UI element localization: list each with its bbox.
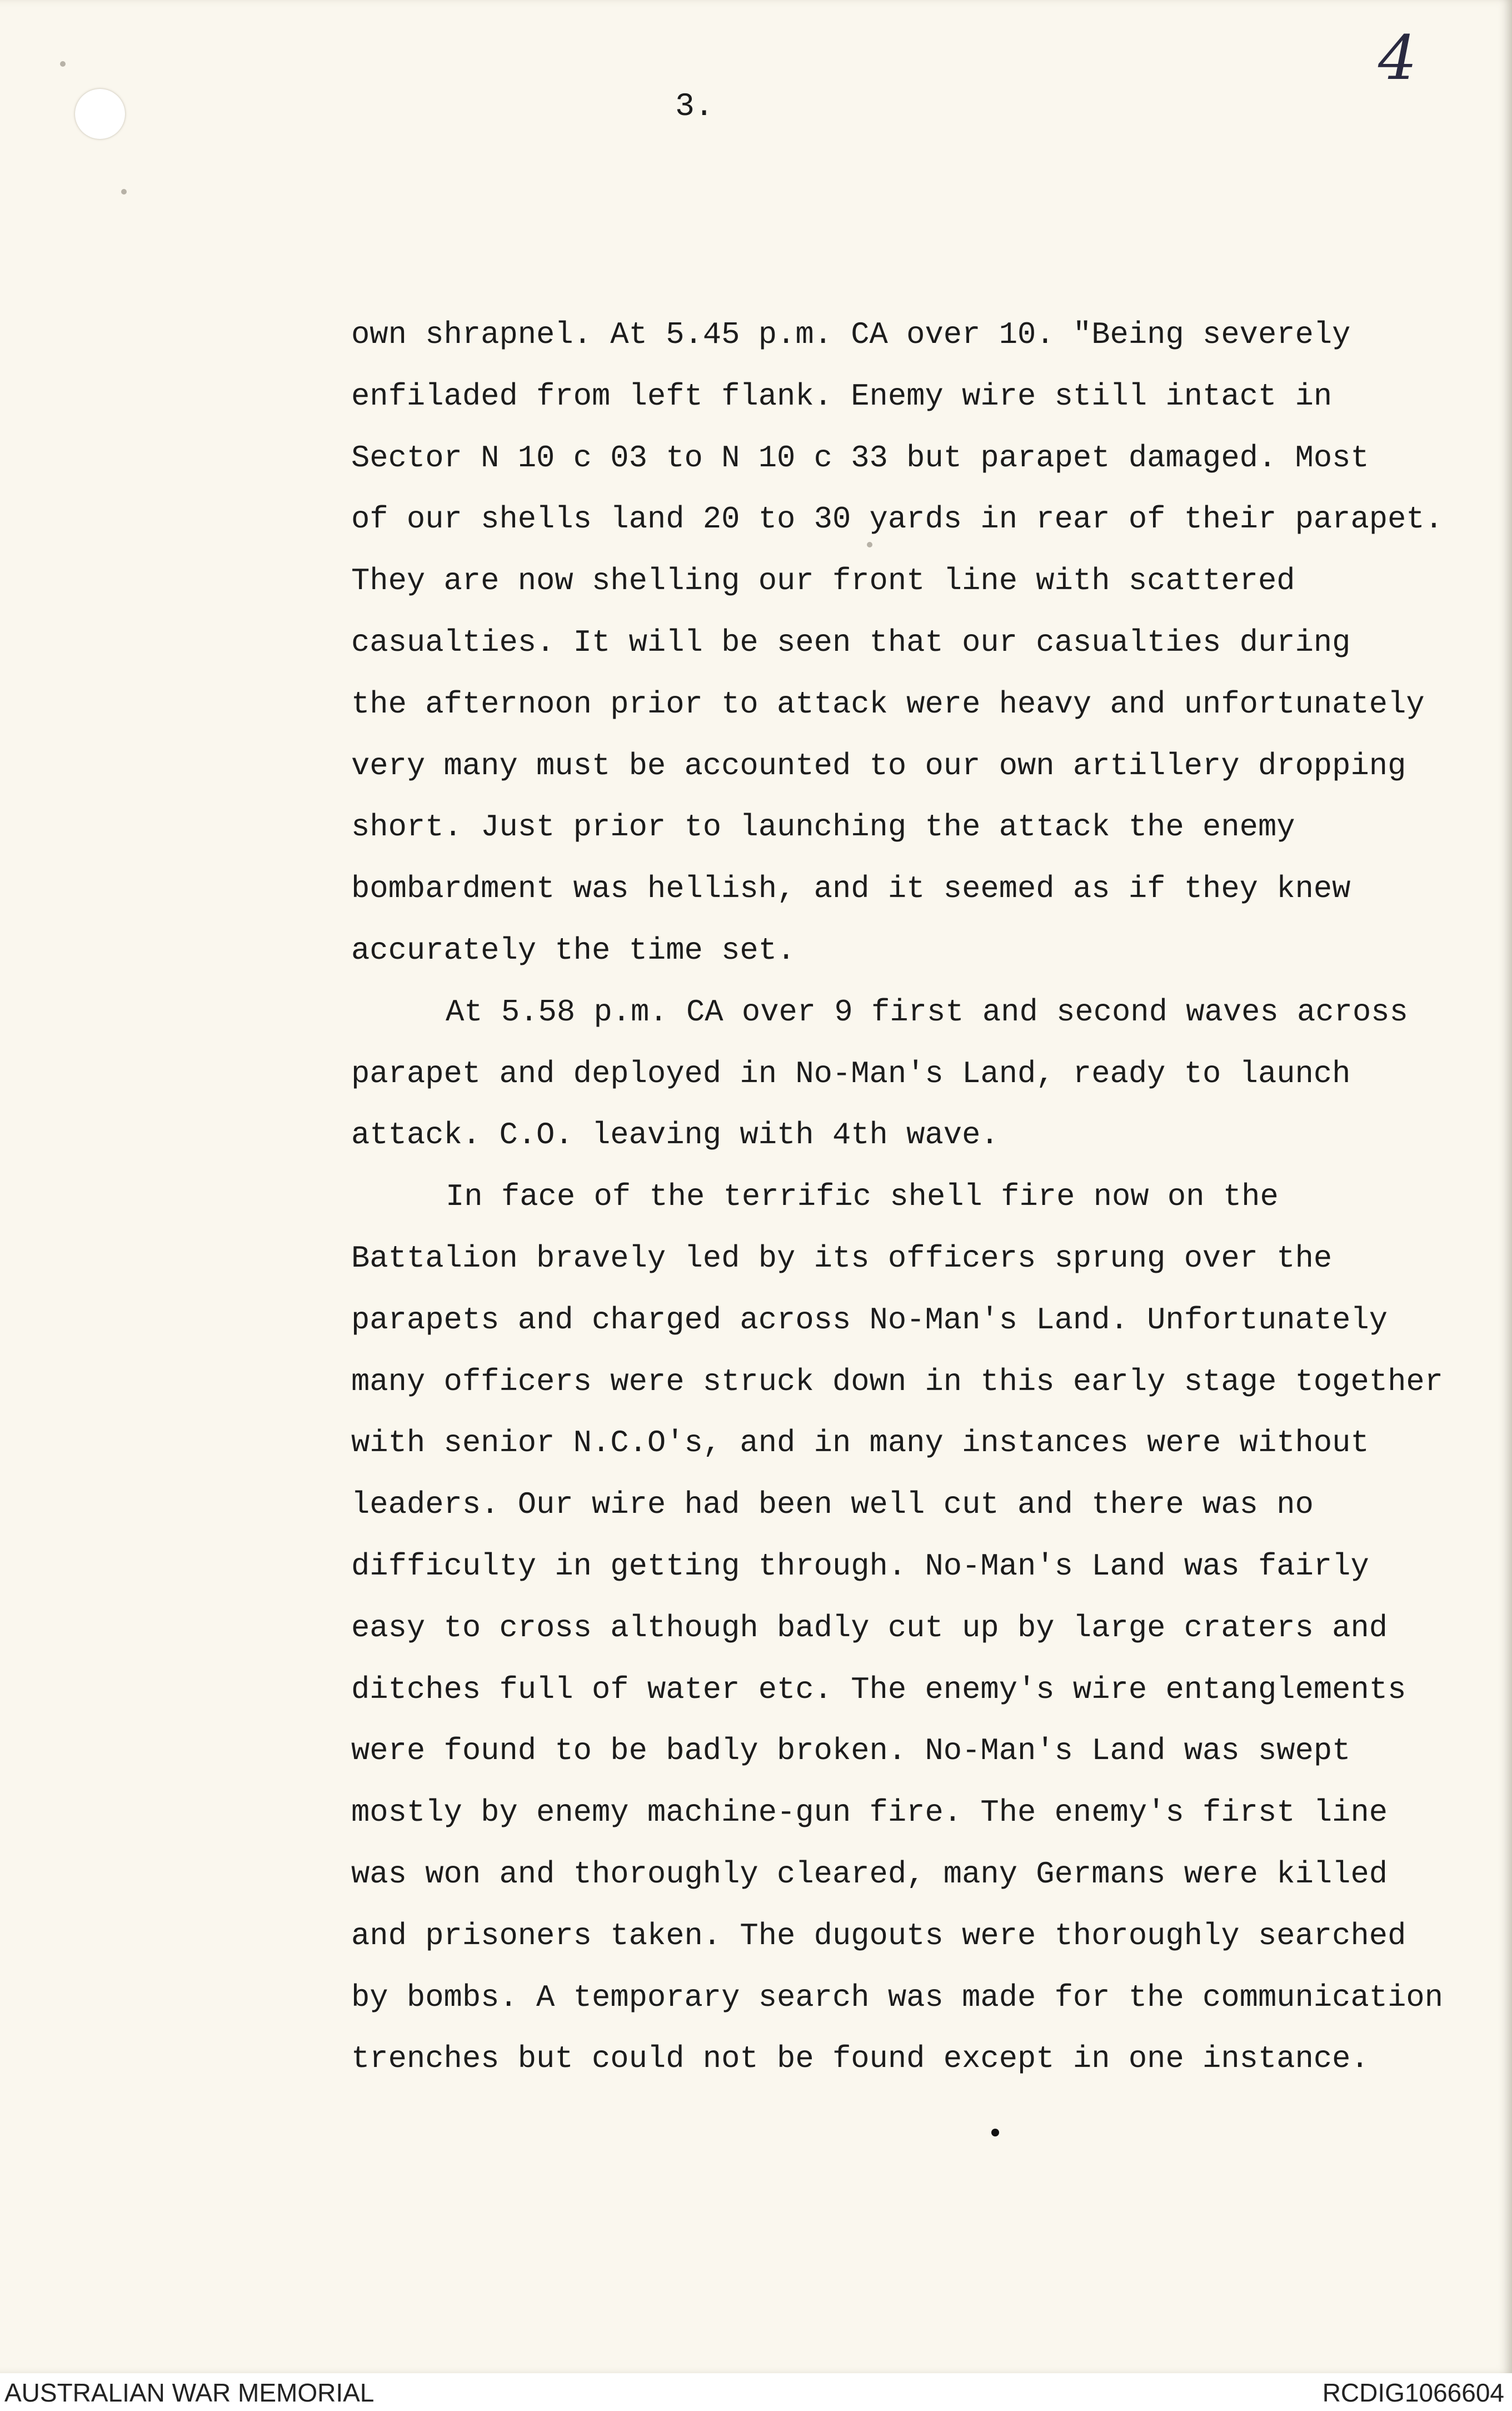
text-line: mostly by enemy machine-gun fire. The enemy's first line bbox=[351, 1795, 1388, 1831]
text-line: Battalion bravely led by its officers sprung over the bbox=[351, 1241, 1333, 1276]
archive-name: AUSTRALIAN WAR MEMORIAL bbox=[4, 2378, 375, 2407]
archive-footer bbox=[0, 2373, 1512, 2411]
page-number: 3. bbox=[675, 89, 714, 125]
text-line: attack. C.O. leaving with 4th wave. bbox=[351, 1118, 999, 1153]
text-line: ditches full of water etc. The enemy's wire entanglements bbox=[351, 1672, 1406, 1707]
text-line: trenches but could not be found except in one instance. bbox=[351, 2041, 1369, 2077]
text-line: parapets and charged across No-Man's Land. Unfortunately bbox=[351, 1302, 1388, 1338]
text-line: At 5.58 p.m. CA over 9 first and second waves across bbox=[446, 994, 1408, 1030]
typed-body-text bbox=[351, 305, 1496, 2090]
text-line: very many must be accounted to our own artillery dropping bbox=[351, 748, 1406, 784]
text-line: In face of the terrific shell fire now on the bbox=[446, 1179, 1279, 1215]
text-line: bombardment was hellish, and it seemed as if they knew bbox=[351, 871, 1351, 907]
punch-hole bbox=[75, 89, 125, 139]
text-line: enfiladed from left flank. Enemy wire still intact in bbox=[351, 378, 1333, 414]
paper-speck bbox=[60, 61, 66, 67]
ink-dot bbox=[991, 2129, 999, 2136]
text-line: leaders. Our wire had been well cut and there was no bbox=[351, 1487, 1314, 1523]
text-line: They are now shelling our front line with scattered bbox=[351, 564, 1295, 599]
text-line: own shrapnel. At 5.45 p.m. CA over 10. "Being severely bbox=[351, 317, 1351, 352]
text-line: many officers were struck down in this early stage together bbox=[351, 1364, 1444, 1399]
text-line: with senior N.C.O's, and in many instances were without bbox=[351, 1426, 1369, 1461]
text-line: casualties. It will be seen that our casualties during bbox=[351, 625, 1351, 660]
folio-number: 4 bbox=[1378, 22, 1417, 93]
text-line: the afternoon prior to attack were heavy and unfortunately bbox=[351, 686, 1425, 722]
text-line: difficulty in getting through. No-Man's Land was fairly bbox=[351, 1548, 1369, 1584]
paper-speck bbox=[121, 189, 127, 195]
text-line: Sector N 10 c 03 to N 10 c 33 but parapet damaged. Most bbox=[351, 440, 1369, 476]
text-line: by bombs. A temporary search was made for the communication bbox=[351, 1980, 1444, 2015]
text-line: was won and thoroughly cleared, many Germans were killed bbox=[351, 1856, 1388, 1892]
text-line: of our shells land 20 to 30 yards in rear of their parapet. bbox=[351, 502, 1444, 537]
text-line: easy to cross although badly cut up by large craters and bbox=[351, 1610, 1388, 1646]
text-line: short. Just prior to launching the attack the enemy bbox=[351, 810, 1295, 845]
text-line: and prisoners taken. The dugouts were thoroughly searched bbox=[351, 1918, 1406, 1954]
text-line: were found to be badly broken. No-Man's Land was swept bbox=[351, 1733, 1351, 1769]
archive-id: RCDIG1066604 bbox=[1322, 2378, 1504, 2407]
text-line: accurately the time set. bbox=[351, 933, 796, 968]
text-line: parapet and deployed in No-Man's Land, ready to launch bbox=[351, 1056, 1351, 1092]
